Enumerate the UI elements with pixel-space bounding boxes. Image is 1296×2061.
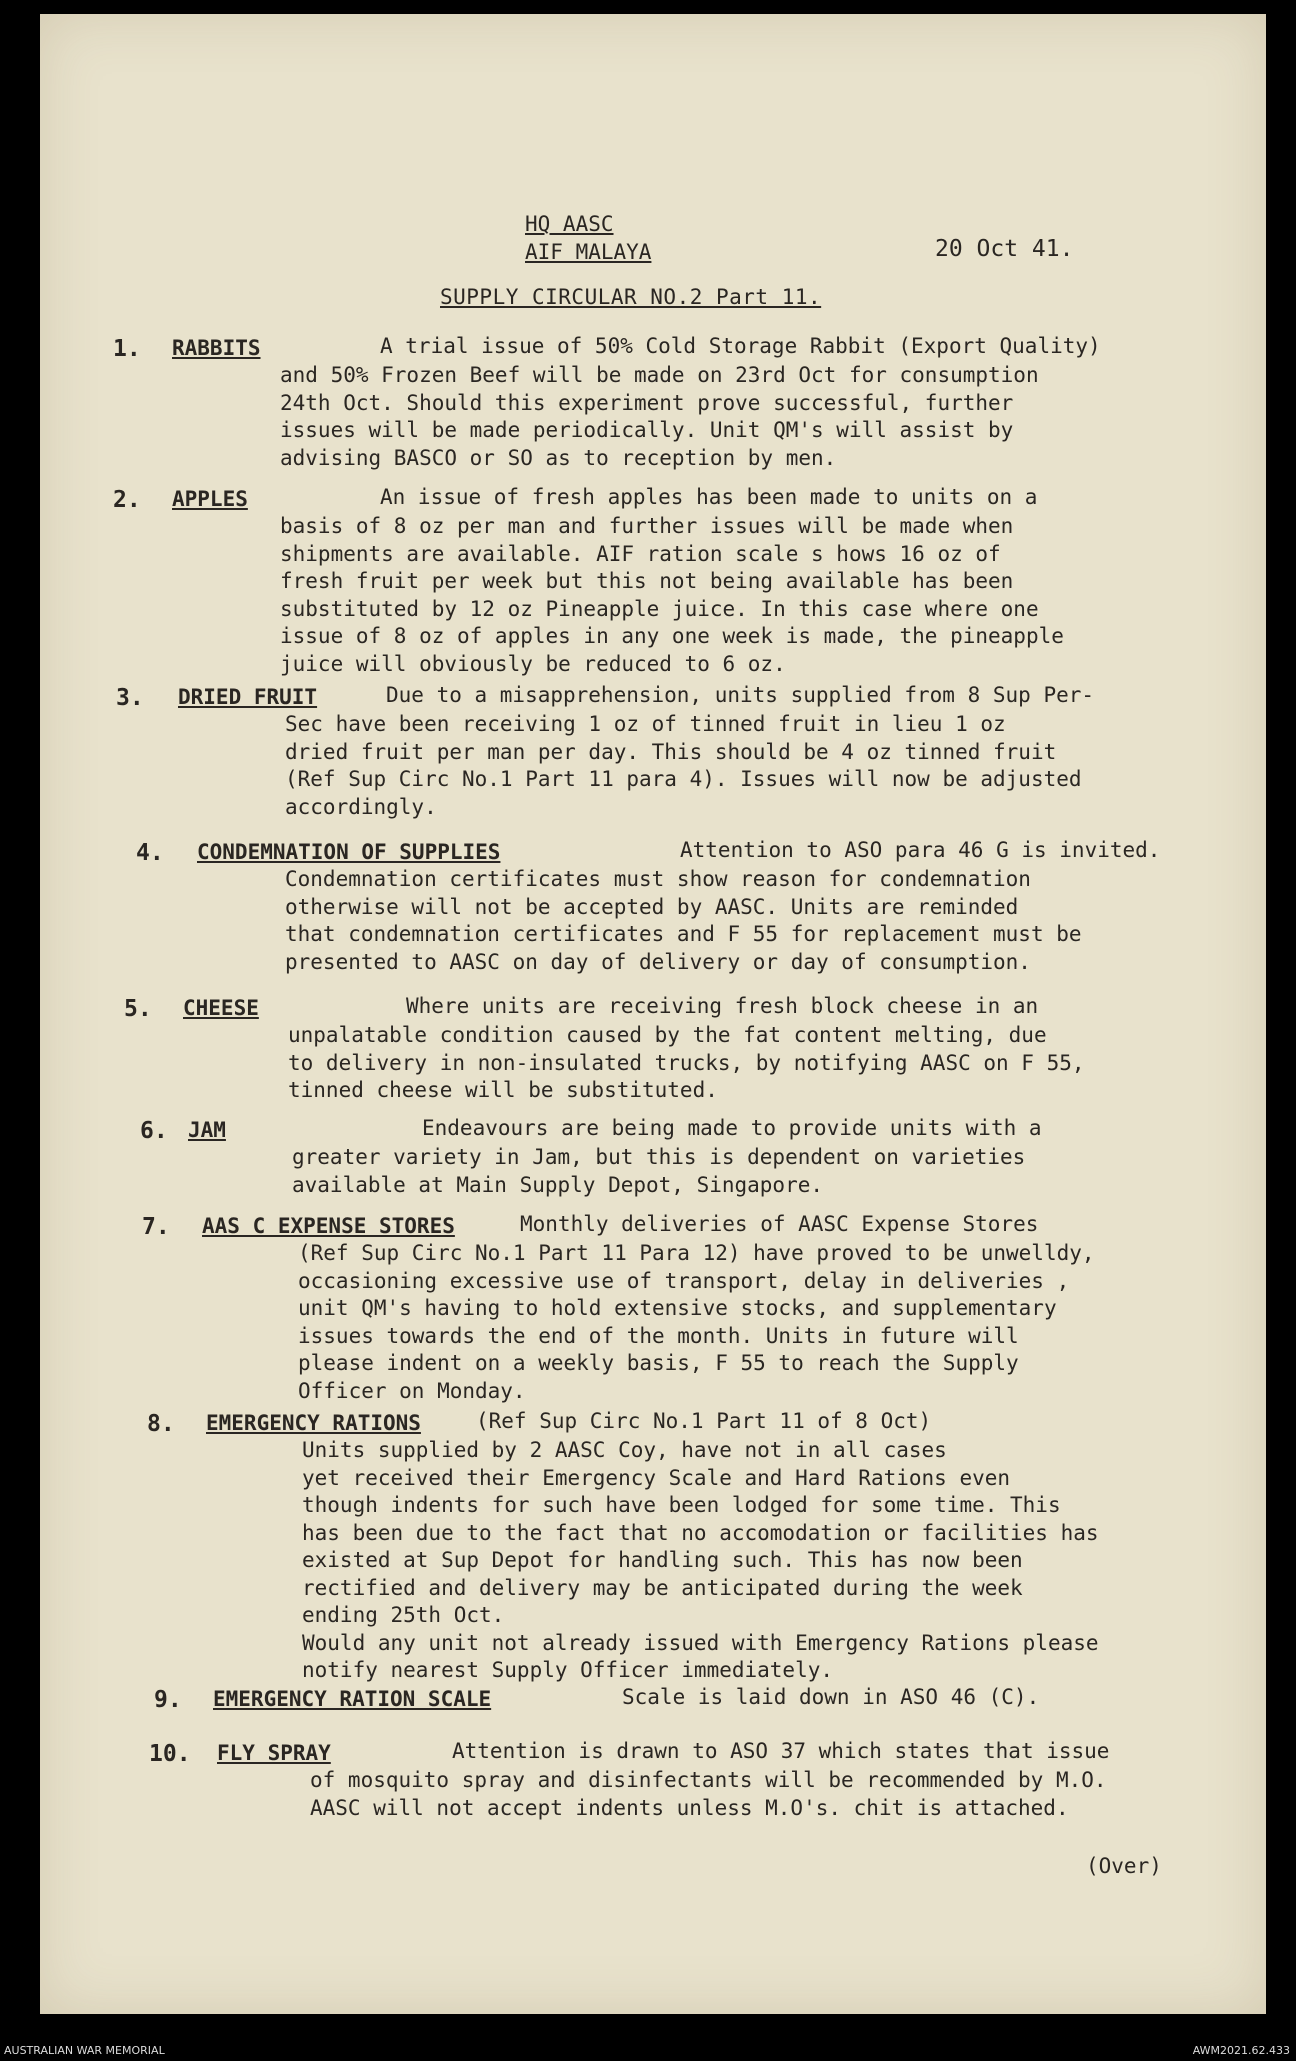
item-body-line: to delivery in non-insulated trucks, by notifying AASC on F 55, [288,1050,1085,1075]
item-first-line: Attention is drawn to ASO 37 which states that issue [452,1739,1110,1763]
item-body-line: Officer on Monday. [298,1378,526,1403]
item-body-line: AASC will not accept indents unless M.O's. chit is attached. [310,1795,1069,1820]
item-heading: DRIED FRUIT [178,685,318,709]
item-number: 5. [124,996,152,1022]
item-first-line: Where units are receiving fresh block cheese in an [406,994,1039,1018]
item-body-line: shipments are available. AIF ration scale s hows 16 oz of [280,541,1001,566]
circular-title: SUPPLY CIRCULAR NO.2 Part 11. [440,285,822,309]
item-body-line: yet received their Emergency Scale and Hard Rations even [302,1465,1011,1490]
item-heading: AAS C EXPENSE STORES [202,1214,455,1238]
item-heading: FLY SPRAY [217,1741,331,1765]
item-heading: JAM [188,1118,226,1142]
item-body-line: Condemnation certificates must show reason for condemnation [285,867,1031,891]
archive-name: AUSTRALIAN WAR MEMORIAL [4,2044,165,2057]
item-body-line: greater variety in Jam, but this is dependent on varieties [292,1145,1026,1169]
item-body-line: (Ref Sup Circ No.1 Part 11 para 4). Issues will now be adjusted [285,767,1082,791]
item-body-line: Units supplied by 2 AASC Coy, have not in all cases [302,1438,947,1462]
item-number: 10. [149,1741,191,1767]
item-number: 9. [154,1687,182,1713]
item-heading: APPLES [172,487,248,511]
archive-footer [0,2040,1296,2061]
item-body-line: unpalatable condition caused by the fat content melting, due [288,1023,1047,1047]
item-body-line: of mosquito spray and disinfectants will be recommended by M.O. [310,1768,1107,1792]
item-body-line: please indent on a weekly basis, F 55 to reach the Supply [298,1351,1019,1375]
item-body-line: 24th Oct. Should this experiment prove successful, further [280,390,1014,415]
item-body-line: tinned cheese will be substituted. [288,1078,718,1102]
item-first-line: (Ref Sup Circ No.1 Part 11 of 8 Oct) [476,1409,932,1433]
item-number: 6. [140,1118,168,1144]
item-body-line: accordingly. [285,794,437,819]
item-number: 3. [116,685,144,711]
item-body-line: that condemnation certificates and F 55 for replacement must be [285,922,1082,946]
item-body-line: rectified and delivery may be anticipated during the week [302,1575,1023,1600]
item-body-line: otherwise will not be accepted by AASC. Units are reminded [285,894,1019,919]
item-first-line: Due to a misapprehension, units supplied from 8 Sup Per- [386,683,1095,707]
over-note: (Over) [1086,1854,1162,1878]
item-body-line: though indents for such have been lodged for some time. This [302,1493,1061,1517]
item-heading: RABBITS [172,336,261,360]
item-first-line: Scale is laid down in ASO 46 (C). [622,1685,1040,1709]
item-body-line: basis of 8 oz per man and further issues will be made when [280,514,1014,538]
item-heading: EMERGENCY RATIONS [206,1411,421,1435]
item-body-line: Sec have been receiving 1 oz of tinned fruit in lieu 1 oz [285,712,1006,736]
item-heading: CONDEMNATION OF SUPPLIES [197,840,501,864]
item-body-line: presented to AASC on day of delivery or day of consumption. [285,949,1031,974]
item-body-line: fresh fruit per week but this not being available has been [280,569,1014,593]
item-body-line: available at Main Supply Depot, Singapore. [292,1172,824,1197]
item-number: 1. [113,336,141,362]
letterhead [525,210,651,266]
item-number: 7. [142,1214,170,1240]
document-date: 20 Oct 41. [935,236,1074,262]
item-body-line: issue of 8 oz of apples in any one week is made, the pineapple [280,624,1064,648]
item-body-line: (Ref Sup Circ No.1 Part 11 Para 12) have proved to be unwelldy, [298,1241,1095,1265]
item-first-line: An issue of fresh apples has been made to units on a [380,485,1038,509]
item-body-line: ending 25th Oct. [302,1603,505,1627]
item-body-line: Would any unit not already issued with Emergency Rations please [302,1630,1099,1655]
item-body-line: issues will be made periodically. Unit QM's will assist by [280,418,1014,442]
document-page [40,14,1266,2014]
item-body-line: notify nearest Supply Officer immediately. [302,1658,834,1682]
item-body-line: issues towards the end of the month. Units in future will [298,1323,1019,1348]
item-number: 2. [113,487,141,513]
item-body-line: unit QM's having to hold extensive stocks, and supplementary [298,1296,1057,1320]
item-first-line: Endeavours are being made to provide units with a [422,1116,1042,1140]
item-heading: EMERGENCY RATION SCALE [213,1687,492,1711]
item-body-line: occasioning excessive use of transport, delay in deliveries , [298,1268,1070,1293]
item-body-line: existed at Sup Depot for handling such. This has now been [302,1548,1023,1572]
item-first-line: A trial issue of 50% Cold Storage Rabbit (Export Quality) [380,334,1101,358]
item-number: 4. [136,840,164,866]
item-heading: CHEESE [183,996,259,1020]
item-body-line: dried fruit per man per day. This should be 4 oz tinned fruit [285,739,1057,764]
org-line-2: AIF MALAYA [525,240,652,264]
item-body-line: juice will obviously be reduced to 6 oz. [280,651,786,676]
archive-reference: AWM2021.62.433 [1192,2044,1290,2057]
item-body-line: has been due to the fact that no accomodation or facilities has [302,1520,1099,1545]
item-body-line: substituted by 12 oz Pineapple juice. In this case where one [280,596,1039,621]
item-first-line: Monthly deliveries of AASC Expense Stores [520,1212,1039,1236]
org-line-1: HQ AASC [525,212,614,236]
item-first-line: Attention to ASO para 46 G is invited. [680,838,1161,862]
item-body-line: advising BASCO or SO as to reception by men. [280,445,837,470]
item-number: 8. [147,1411,175,1437]
item-body-line: and 50% Frozen Beef will be made on 23rd Oct for consumption [280,363,1039,387]
